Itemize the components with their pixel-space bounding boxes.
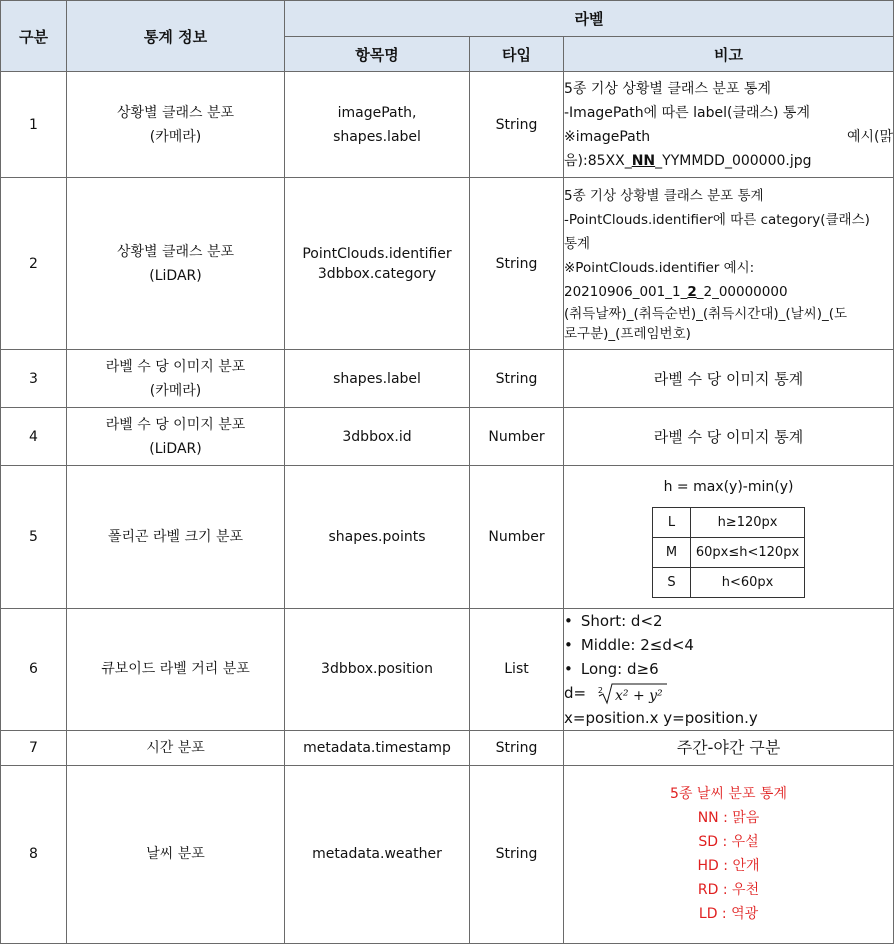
position-definition: x=position.x y=position.y: [564, 708, 758, 727]
field-name: 3dbbox.id: [285, 408, 470, 466]
stat-info: 날씨 분포: [67, 765, 285, 943]
stat-info: 시간 분포: [67, 730, 285, 765]
stat-info: [67, 350, 285, 408]
note-line: -PointClouds.identifier에 따른 category(클래스): [564, 211, 870, 228]
weather-title: 5종 날씨 분포 통계: [670, 786, 787, 802]
type-cell: String: [470, 178, 564, 350]
bullet-icon: •: [564, 612, 573, 630]
field-name: metadata.timestamp: [285, 730, 470, 765]
table-row: [1, 408, 894, 466]
note-cell: [564, 466, 894, 609]
row-number: 8: [1, 765, 67, 943]
row-number: 2: [1, 178, 67, 350]
header-note: 비고: [564, 37, 894, 72]
note-cell: [564, 609, 894, 731]
weather-item: NN : 맑음: [697, 810, 760, 826]
size-row: [653, 507, 805, 537]
distance-bullet: [564, 609, 893, 633]
type-cell: String: [470, 730, 564, 765]
note-line: 5종 기상 상황별 클래스 분포 통계: [564, 80, 771, 97]
table-row: [1, 72, 894, 178]
size-range: h<60px: [691, 567, 805, 597]
table-row: [1, 178, 894, 350]
note-line: ※PointClouds.identifier 예시:: [564, 259, 755, 276]
radical-index: 2: [597, 686, 603, 695]
size-row: [653, 567, 805, 597]
note-cell: [564, 178, 894, 350]
table-row: [1, 609, 894, 731]
type-cell: String: [470, 350, 564, 408]
bullet-text: Long: d≥6: [580, 660, 659, 678]
size-key: M: [653, 537, 691, 567]
field-name: [285, 178, 470, 350]
weather-item: RD : 우천: [697, 882, 760, 898]
distance-bullet: [564, 633, 893, 657]
note-cell: [564, 72, 894, 178]
bullet-text: Short: d<2: [580, 612, 663, 630]
note-emphasis: NN: [631, 152, 656, 169]
weather-item: SD : 우설: [698, 834, 759, 850]
row-number: 6: [1, 609, 67, 731]
note-line: 로구분)_(프레임번호): [564, 325, 691, 342]
type-cell: Number: [470, 466, 564, 609]
table-row: [1, 730, 894, 765]
stat-info-line: (LiDAR): [149, 267, 202, 284]
header-label-group: 라벨: [285, 1, 894, 37]
field-name: shapes.points: [285, 466, 470, 609]
field-name: [285, 72, 470, 178]
note-emphasis: 2: [687, 283, 697, 300]
stat-info-line: 라벨 수 당 이미지 분포: [105, 416, 246, 433]
stat-info-line: 상황별 클래스 분포: [116, 243, 235, 260]
header-index: 구분: [1, 1, 67, 72]
row-number: 5: [1, 466, 67, 609]
type-cell: String: [470, 765, 564, 943]
row-number: 3: [1, 350, 67, 408]
bullet-icon: •: [564, 660, 573, 678]
stat-info-line: (카메라): [149, 128, 202, 145]
field-name-line: 3dbbox.category: [317, 265, 437, 282]
header-field-name: 항목명: [285, 37, 470, 72]
field-name-line: PointClouds.identifier: [302, 245, 452, 262]
table-row: [1, 466, 894, 609]
stat-info: 폴리곤 라벨 크기 분포: [67, 466, 285, 609]
stat-info-line: (카메라): [149, 382, 202, 399]
stat-info-line: 라벨 수 당 이미지 분포: [105, 358, 246, 375]
note-line: [564, 125, 893, 149]
table-row: [1, 350, 894, 408]
type-cell: String: [470, 72, 564, 178]
field-name: 3dbbox.position: [285, 609, 470, 731]
radical-body: x² + y²: [614, 687, 663, 704]
formula-label: d=: [564, 684, 587, 702]
note-part: 예시(맑: [846, 128, 894, 145]
note-cell: 주간-야간 구분: [564, 730, 894, 765]
note-part: ※imagePath: [564, 128, 651, 145]
header-type: 타입: [470, 37, 564, 72]
note-line: 5종 기상 상황별 클래스 분포 통계: [564, 187, 764, 204]
size-range: h≥120px: [691, 507, 805, 537]
radical: [597, 681, 669, 706]
note-cell: 라벨 수 당 이미지 통계: [564, 408, 894, 466]
field-name: metadata.weather: [285, 765, 470, 943]
note-line: [564, 280, 893, 304]
note-part: _YYMMDD_000000.jpg: [655, 152, 812, 169]
row-number: 4: [1, 408, 67, 466]
row-number: 7: [1, 730, 67, 765]
height-formula: h = max(y)-min(y): [663, 478, 794, 495]
distance-formula: [564, 681, 893, 706]
note-line: [564, 149, 893, 173]
note-part: _2_00000000: [696, 283, 788, 300]
weather-item: HD : 안개: [697, 858, 760, 874]
stat-info: [67, 72, 285, 178]
header-stat-info: 통계 정보: [67, 1, 285, 72]
stat-info-line: (LiDAR): [149, 440, 202, 457]
type-cell: List: [470, 609, 564, 731]
size-row: [653, 537, 805, 567]
stat-info: [67, 408, 285, 466]
size-range: 60px≤h<120px: [691, 537, 805, 567]
field-name: shapes.label: [285, 350, 470, 408]
note-cell: [564, 765, 894, 943]
note-part: 20210906_001_1_: [564, 283, 688, 300]
size-key: L: [653, 507, 691, 537]
note-line: -ImagePath에 따른 label(클래스) 통계: [564, 104, 810, 121]
note-line: (취득날짜)_(취득순번)_(취득시간대)_(날씨)_(도: [564, 305, 848, 322]
field-name-line: shapes.label: [333, 128, 421, 145]
stat-info: 큐보이드 라벨 거리 분포: [67, 609, 285, 731]
field-name-line: imagePath,: [337, 104, 417, 121]
radical-sign-icon: [597, 682, 669, 706]
row-number: 1: [1, 72, 67, 178]
stat-info: [67, 178, 285, 350]
note-line: 통계: [564, 235, 591, 252]
stat-info-line: 상황별 클래스 분포: [116, 104, 235, 121]
note-cell: 라벨 수 당 이미지 통계: [564, 350, 894, 408]
bullet-icon: •: [564, 636, 573, 654]
note-part: 음):85XX_: [564, 152, 632, 169]
size-key: S: [653, 567, 691, 597]
type-cell: Number: [470, 408, 564, 466]
distance-bullet: [564, 657, 893, 681]
table-row: [1, 765, 894, 943]
size-class-table: [652, 507, 805, 598]
bullet-text: Middle: 2≤d<4: [580, 636, 694, 654]
weather-item: LD : 역광: [698, 906, 759, 922]
